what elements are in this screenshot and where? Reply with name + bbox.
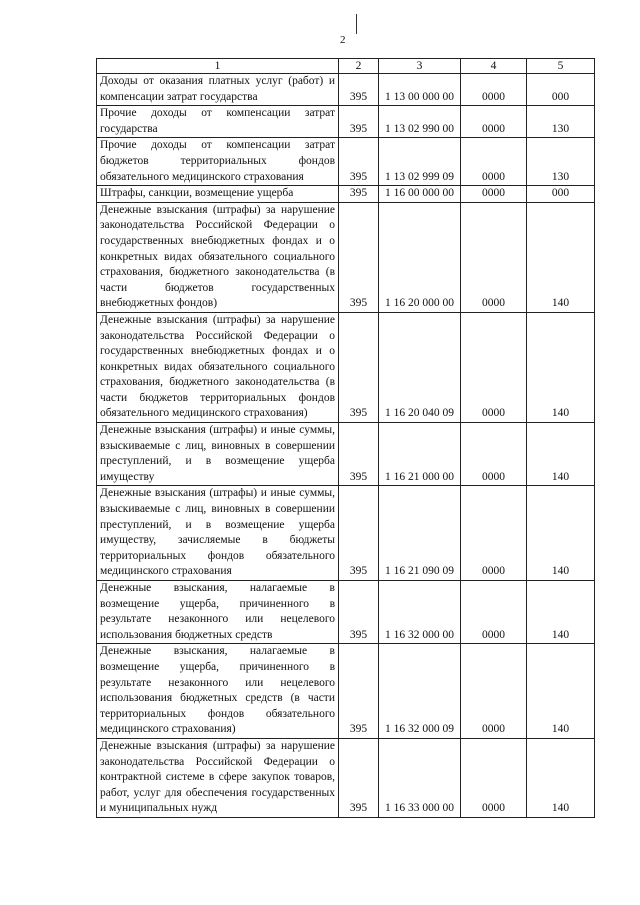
row-revenue-code-cell: 1 16 20 040 09	[379, 312, 461, 422]
row-revenue-code-cell: 1 13 02 990 00	[379, 106, 461, 138]
row-name-cell: Штрафы, санкции, возмещение ущерба	[97, 186, 339, 203]
row-economic-code-cell: 130	[527, 106, 595, 138]
row-economic-code-cell: 000	[527, 74, 595, 106]
table-row	[97, 106, 595, 138]
table-row	[97, 138, 595, 186]
row-name-cell: Прочие доходы от компенсации затрат государства	[97, 106, 339, 138]
row-program-code-cell: 0000	[461, 74, 527, 106]
row-program-code-cell: 0000	[461, 106, 527, 138]
column-header-5: 5	[527, 59, 595, 74]
row-admin-code-cell: 395	[339, 74, 379, 106]
row-revenue-code-cell: 1 16 21 000 00	[379, 423, 461, 486]
row-name-cell: Денежные взыскания (штрафы) за нарушение законодательства Российской Федерации о контрактной системе в сфере закупок товаров, работ, услуг для обеспечения государственных и муниципальных нужд	[97, 738, 339, 817]
row-program-code-cell: 0000	[461, 738, 527, 817]
row-name-cell: Денежные взыскания (штрафы) и иные суммы, взыскиваемые с лиц, виновных в совершении преступлений, и в возмещение ущерба имуществу, зачисляемые в бюджеты территориальных фондов обязательного медицинского страхования	[97, 486, 339, 581]
row-economic-code-cell: 140	[527, 202, 595, 312]
row-program-code-cell: 0000	[461, 644, 527, 739]
column-header-4: 4	[461, 59, 527, 74]
table-row	[97, 186, 595, 203]
row-name-cell: Денежные взыскания (штрафы) за нарушение законодательства Российской Федерации о государственных внебюджетных фондах и о конкретных видах обязательного социального страхования, бюджетного законодательства (в части бюджетов государственных внебюджетных фондов)	[97, 202, 339, 312]
row-revenue-code-cell: 1 16 32 000 09	[379, 644, 461, 739]
table-row	[97, 738, 595, 817]
row-program-code-cell: 0000	[461, 581, 527, 644]
row-revenue-code-cell: 1 16 20 000 00	[379, 202, 461, 312]
row-revenue-code-cell: 1 13 00 000 00	[379, 74, 461, 106]
row-program-code-cell: 0000	[461, 312, 527, 422]
row-revenue-code-cell: 1 16 33 000 00	[379, 738, 461, 817]
row-revenue-code-cell: 1 13 02 999 09	[379, 138, 461, 186]
row-admin-code-cell: 395	[339, 138, 379, 186]
row-name-cell: Денежные взыскания, налагаемые в возмещение ущерба, причиненного в результате незаконного или нецелевого использования бюджетных средств	[97, 581, 339, 644]
table-row	[97, 423, 595, 486]
row-economic-code-cell: 140	[527, 581, 595, 644]
table-row	[97, 74, 595, 106]
row-economic-code-cell: 140	[527, 738, 595, 817]
row-revenue-code-cell: 1 16 00 000 00	[379, 186, 461, 203]
row-economic-code-cell: 140	[527, 312, 595, 422]
column-header-3: 3	[379, 59, 461, 74]
row-admin-code-cell: 395	[339, 486, 379, 581]
row-admin-code-cell: 395	[339, 186, 379, 203]
table-row	[97, 202, 595, 312]
row-program-code-cell: 0000	[461, 186, 527, 203]
row-economic-code-cell: 140	[527, 486, 595, 581]
table-row	[97, 312, 595, 422]
column-header-2: 2	[339, 59, 379, 74]
row-admin-code-cell: 395	[339, 106, 379, 138]
table-body	[97, 74, 595, 818]
row-name-cell: Денежные взыскания (штрафы) за нарушение законодательства Российской Федерации о государственных внебюджетных фондах и о конкретных видах обязательного социального страхования, бюджетного законодательства (в части бюджетов территориальных фондов обязательного медицинского страхования)	[97, 312, 339, 422]
column-header-1: 1	[97, 59, 339, 74]
row-economic-code-cell: 130	[527, 138, 595, 186]
row-program-code-cell: 0000	[461, 138, 527, 186]
row-admin-code-cell: 395	[339, 202, 379, 312]
row-revenue-code-cell: 1 16 21 090 09	[379, 486, 461, 581]
row-admin-code-cell: 395	[339, 581, 379, 644]
page-fold-mark	[356, 14, 357, 34]
row-name-cell: Денежные взыскания (штрафы) и иные суммы, взыскиваемые с лиц, виновных в совершении преступлений, и в возмещение ущерба имуществу	[97, 423, 339, 486]
table-row	[97, 486, 595, 581]
table-row	[97, 581, 595, 644]
row-program-code-cell: 0000	[461, 202, 527, 312]
table-header-row	[97, 59, 595, 74]
row-program-code-cell: 0000	[461, 486, 527, 581]
page-number: 2	[340, 34, 346, 46]
row-admin-code-cell: 395	[339, 644, 379, 739]
revenue-classification-table	[96, 58, 595, 818]
row-economic-code-cell: 140	[527, 644, 595, 739]
row-revenue-code-cell: 1 16 32 000 00	[379, 581, 461, 644]
row-economic-code-cell: 140	[527, 423, 595, 486]
row-admin-code-cell: 395	[339, 423, 379, 486]
row-economic-code-cell: 000	[527, 186, 595, 203]
row-name-cell: Денежные взыскания, налагаемые в возмещение ущерба, причиненного в результате незаконного или нецелевого использования бюджетных средств (в части территориальных фондов обязательного медицинского страхования)	[97, 644, 339, 739]
row-admin-code-cell: 395	[339, 312, 379, 422]
row-name-cell: Доходы от оказания платных услуг (работ) и компенсации затрат государства	[97, 74, 339, 106]
row-name-cell: Прочие доходы от компенсации затрат бюджетов территориальных фондов обязательного медицинского страхования	[97, 138, 339, 186]
row-program-code-cell: 0000	[461, 423, 527, 486]
row-admin-code-cell: 395	[339, 738, 379, 817]
table-row	[97, 644, 595, 739]
